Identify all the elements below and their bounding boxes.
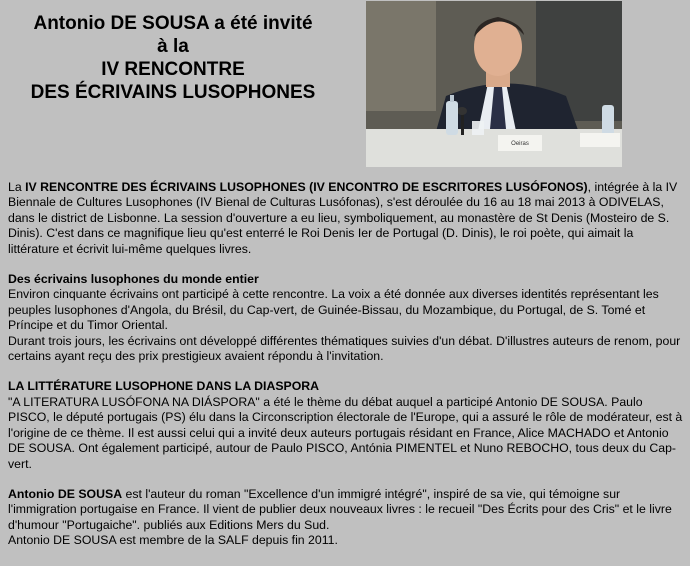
speaker-photo — [366, 1, 622, 167]
nameplate-text: Oeiras — [511, 141, 529, 147]
author-text-2: Antonio DE SOUSA est membre de la SALF depuis fin 2011. — [8, 533, 338, 548]
paragraph-author — [8, 487, 684, 549]
paragraph-intro — [8, 180, 684, 257]
section-subtitle-writers: Des écrivains lusophones du monde entier — [8, 272, 259, 287]
paragraph-diaspora — [8, 379, 684, 471]
headline-line-4: DES ÉCRIVAINS LUSOPHONES — [30, 82, 316, 103]
speaker-photo-illustration — [366, 1, 622, 167]
author-name: Antonio DE SOUSA — [8, 486, 123, 501]
writers-text-2: Durant trois jours, les écrivains ont développé différentes thématiques suivies d'un débat. D'illustres auteurs de renom, pour certains ayant reçu des prix prestigieux avaient répondu à l'invitation. — [8, 333, 681, 364]
writers-text-1: Environ cinquante écrivains ont participé à cette rencontre. La voix a été donnée aux diverses identités représentant les peuples lusophones d'Angola, du Brésil, du Cap-vert, de Guinée-Bissau, du Mozambique, du Portugal, de S. Tomé et Príncipe et du Timor Oriental. — [8, 287, 659, 333]
intro-text: , intégrée à la IV Biennale de Cultures Lusophones (IV Bienal de Culturas Lusófonas), s'est déroulée du 16 au 18 mai 2013 à ODIVELAS, dans le district de Lisbonne. La session d'ouverture a eu lieu, symboliquement, au monastère de St Denis (Mosteiro de S. Dinis). C'est dans ce magnifique lieu qu'est enterré le Roi Denis Ier de Portugal (D. Dinis), le roi poète, qui aimait la littérature et écrivit lui-même quelques livres. — [8, 180, 678, 256]
headline-line-1: Antonio DE SOUSA a été invité — [33, 13, 313, 34]
section-subtitle-diaspora: LA LITTÉRATURE LUSOPHONE DANS LA DIASPORA — [8, 379, 320, 394]
event-name: IV RENCONTRE DES ÉCRIVAINS LUSOPHONES (IV ENCONTRO DE ESCRITORES LUSÓFONOS) — [25, 180, 588, 194]
diaspora-text: "A LITERATURA LUSÓFONA NA DIÁSPORA" a été le thème du débat auquel a participé Antonio DE SOUSA. Paulo PISCO, le député portugais (PS) élu dans la Circonscription électorale de l'Europe, qui a assuré le rôle de modérateur, est à l'origine de ce thème. Il est aussi celui qui a invité deux auteurs portugais résidant en France, Alice MACHADO et Antonio DE SOUSA. Ont également participé, autour de Paulo PISCO, Antónia PIMENTEL et Nuno REBOCHO, tous deux du Cap-vert. — [8, 394, 683, 471]
paragraph-writers — [8, 272, 684, 364]
article-headline — [18, 12, 328, 104]
headline-line-2: à la — [157, 36, 189, 57]
article-body — [8, 180, 684, 564]
intro-prefix: La — [8, 180, 26, 194]
author-text-1: est l'auteur du roman "Excellence d'un immigré intégré", inspiré de sa vie, qui témoigne sur l'immigration portugaise en France. Il vient de publier deux nouveaux livres : le recueil "Des Écrits pour des Cris" et le livre d'humour "Portugaiche". publiés aux Editions Mers du Sud. — [8, 486, 672, 532]
headline-line-3: IV RENCONTRE — [101, 59, 245, 80]
